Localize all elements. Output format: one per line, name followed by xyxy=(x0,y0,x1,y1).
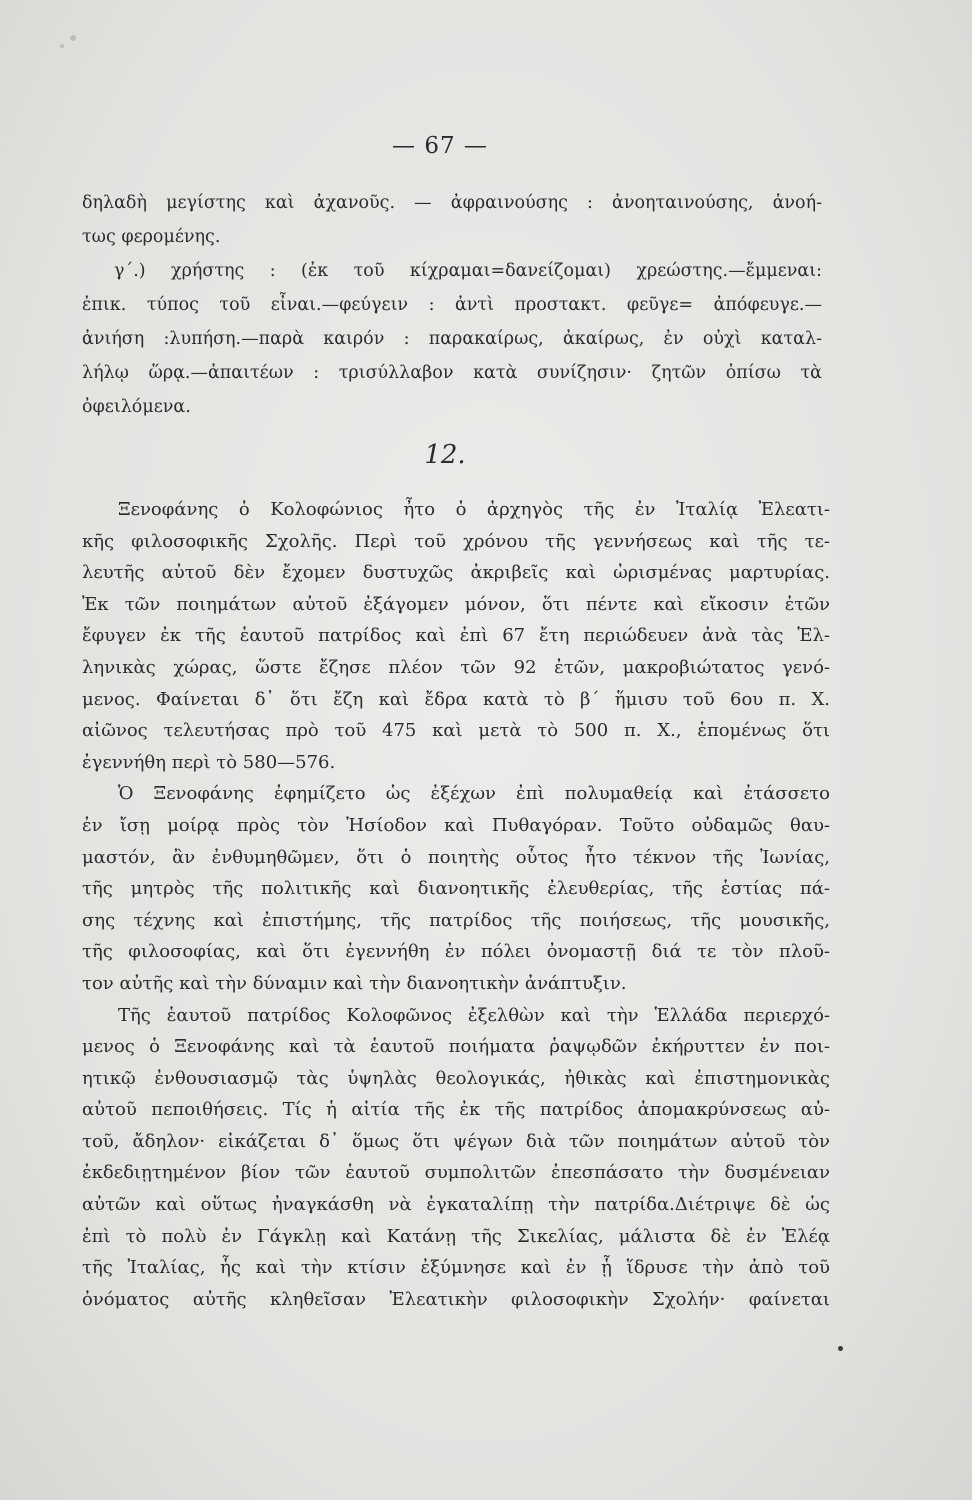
text-line: τῆς Ἰταλίας, ἧς καὶ τὴν κτίσιν ἐξύμνησε καὶ ἐν ᾗ ἵδρυσε τὴν ἀπὸ τοῦ xyxy=(82,1257,830,1279)
paper-speck xyxy=(70,35,76,41)
note-line: γ΄.) χρήστης : (ἐκ τοῦ κίχραμαι=δανείζομαι) χρεώστης.—ἔμμεναι: xyxy=(114,261,822,281)
text-line: λευτῆς αὐτοῦ δὲν ἔχομεν δυστυχῶς ἀκριβεῖς καὶ ὡρισμένας μαρτυρίας. xyxy=(82,562,830,584)
ink-dot xyxy=(838,1346,843,1351)
text-line: ἐπὶ τὸ πολὺ ἐν Γάγκλῃ καὶ Κατάνῃ τῆς Σικελίας, μάλιστα δὲ ἐν Ἐλέᾳ xyxy=(82,1225,830,1247)
text-line: μενος. Φαίνεται δ᾽ ὅτι ἔζη καὶ ἔδρα κατὰ τὸ β΄ ἥμισυ τοῦ 6ου π. Χ. xyxy=(82,688,830,710)
text-line: Ἐκ τῶν ποιημάτων αὐτοῦ ἐξάγομεν μόνον, ὅτι πέντε καὶ εἴκοσιν ἐτῶν xyxy=(82,593,830,615)
text-line: Ὁ Ξενοφάνης ἐφημίζετο ὡς ἐξέχων ἐπὶ πολυμαθείᾳ καὶ ἐτάσσετο xyxy=(118,783,830,805)
text-line: τῆς φιλοσοφίας, καὶ ὅτι ἐγεννήθη ἐν πόλει ὀνομαστῇ διά τε τὸν πλοῦ- xyxy=(82,941,830,963)
text-line: αὐτοῦ πεποιθήσεις. Τίς ἡ αἰτία τῆς ἐκ τῆς πατρίδος ἀπομακρύνσεως αὐ- xyxy=(82,1099,830,1121)
text-line: τον αὐτῆς καὶ τὴν δύναμιν καὶ τὴν διανοητικὴν ἀνάπτυξιν. xyxy=(82,972,627,994)
note-line: λήλῳ ὥρᾳ.—ἀπαιτέων : τρισύλλαβον κατὰ συνίζησιν· ζητῶν ὀπίσω τὰ xyxy=(82,363,822,383)
text-line: κῆς φιλοσοφικῆς Σχολῆς. Περὶ τοῦ χρόνου τῆς γεννήσεως καὶ τῆς τε- xyxy=(82,530,830,552)
note-line: δηλαδὴ μεγίστης καὶ ἀχανοῦς. — ἀφραινούσης : ἀνοηταινούσης, ἀνοή- xyxy=(82,193,822,213)
section-number: 12. xyxy=(424,440,466,470)
text-line: ὀνόματος αὐτῆς κληθεῖσαν Ἐλεατικὴν φιλοσοφικὴν Σχολήν· φαίνεται xyxy=(82,1288,830,1310)
note-line: τως φερομένης. xyxy=(82,227,221,247)
text-line: ληνικὰς χώρας, ὥστε ἔζησε πλέον τῶν 92 ἐτῶν, μακροβιώτατος γενό- xyxy=(82,656,830,678)
note-line: ἀνιήση :λυπήση.—παρὰ καιρόν : παρακαίρως, ἀκαίρως, ἐν οὐχὶ καταλ- xyxy=(82,329,822,349)
text-line: αὐτῶν καὶ οὕτως ἠναγκάσθη νὰ ἐγκαταλίπῃ τὴν πατρίδα.Διέτριψε δὲ ὡς xyxy=(82,1194,830,1216)
text-line: μενος ὁ Ξενοφάνης καὶ τὰ ἑαυτοῦ ποιήματα ῥαψῳδῶν ἐκήρυττεν ἐν ποι- xyxy=(82,1036,830,1058)
text-line: αἰῶνος τελευτήσας πρὸ τοῦ 475 καὶ μετὰ τὸ 500 π. Χ., ἑπομένως ὅτι xyxy=(82,720,830,742)
note-line: ἐπικ. τύπος τοῦ εἶναι.—φεύγειν : ἀντὶ προστακτ. φεῦγε= ἀπόφευγε.— xyxy=(82,295,822,315)
text-line: ἐν ἴσῃ μοίρᾳ πρὸς τὸν Ἡσίοδον καὶ Πυθαγόραν. Τοῦτο οὐδαμῶς θαυ- xyxy=(82,814,830,836)
text-line: ητικῷ ἐνθουσιασμῷ τὰς ὑψηλὰς θεολογικάς, ἠθικὰς καὶ ἐπιστημονικὰς xyxy=(82,1067,830,1089)
text-line: ἐκδεδιῃτημένον βίον τῶν ἑαυτοῦ συμπολιτῶν ἐπεσπάσατο τὴν δυσμένειαν xyxy=(82,1162,830,1184)
footnotes-block xyxy=(82,186,822,424)
text-line: Τῆς ἑαυτοῦ πατρίδος Κολοφῶνος ἐξελθὼν καὶ τὴν Ἑλλάδα περιερχό- xyxy=(118,1004,830,1026)
body-text xyxy=(82,494,830,1315)
page-number: — 67 — xyxy=(392,133,488,159)
text-line: ἔφυγεν ἐκ τῆς ἑαυτοῦ πατρίδος καὶ ἐπὶ 67 ἔτη περιώδευεν ἀνὰ τὰς Ἑλ- xyxy=(82,625,830,647)
text-line: μαστόν, ἂν ἐνθυμηθῶμεν, ὅτι ὁ ποιητὴς οὗτος ἦτο τέκνον τῆς Ἰωνίας, xyxy=(82,846,830,868)
text-line: τοῦ, ἄδηλον· εἰκάζεται δ᾽ ὅμως ὅτι ψέγων διὰ τῶν ποιημάτων αὐτοῦ τὸν xyxy=(82,1130,830,1152)
text-line: σης τέχνης καὶ ἐπιστήμης, τῆς πατρίδος τῆς ποιήσεως, τῆς μουσικῆς, xyxy=(82,909,830,931)
text-line: Ξενοφάνης ὁ Κολοφώνιος ἦτο ὁ ἀρχηγὸς τῆς ἐν Ἰταλίᾳ Ἐλεατι- xyxy=(118,499,830,520)
text-line: ἐγεννήθη περὶ τὸ 580—576. xyxy=(82,751,336,773)
text-line: τῆς μητρὸς τῆς πολιτικῆς καὶ διανοητικῆς ἐλευθερίας, τῆς ἑστίας πά- xyxy=(82,878,830,900)
paper-speck xyxy=(60,44,64,48)
note-line: ὀφειλόμενα. xyxy=(82,397,191,417)
